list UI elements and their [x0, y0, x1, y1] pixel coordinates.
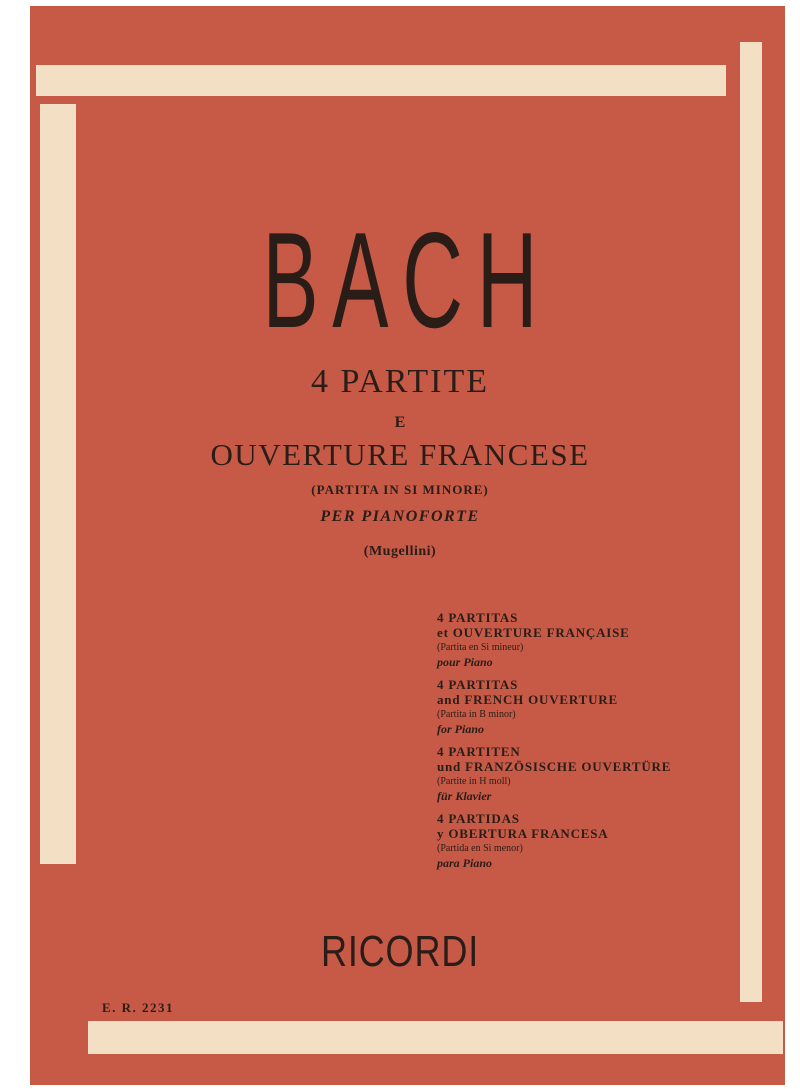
- edition-spanish: [437, 811, 671, 871]
- edition-key: (Partida en Si menor): [437, 843, 523, 854]
- edition-subtitle: y OBERTURA FRANCESA: [437, 826, 609, 841]
- edition-count: 4 PARTITAS: [437, 610, 519, 625]
- edition-subtitle: et OUVERTURE FRANÇAISE: [437, 625, 630, 640]
- translated-titles: [437, 610, 671, 878]
- instrument: PER PIANOFORTE: [320, 508, 480, 525]
- title-line-1: 4 PARTITE: [310, 363, 490, 400]
- edition-count: 4 PARTIDAS: [437, 811, 520, 826]
- top-stripe: [36, 65, 726, 96]
- edition-key: (Partita in B minor): [437, 709, 516, 720]
- edition-instrument: para Piano: [437, 856, 493, 870]
- edition-instrument: for Piano: [437, 722, 485, 736]
- bottom-stripe: [88, 1021, 783, 1054]
- edition-count: 4 PARTITEN: [437, 744, 521, 759]
- edition-english: [437, 677, 671, 737]
- edition-key: (Partite in H moll): [437, 776, 511, 787]
- edition-instrument: für Klavier: [437, 789, 492, 803]
- edition-instrument: pour Piano: [437, 655, 493, 669]
- edition-subtitle: and FRENCH OUVERTURE: [437, 692, 618, 707]
- edition-subtitle: und FRANZÖSISCHE OUVERTÜRE: [437, 759, 672, 774]
- composer-name: BACH: [262, 204, 552, 356]
- title-conjunction: E: [394, 414, 406, 431]
- edition-key: (Partita en Si mineur): [437, 642, 524, 653]
- edition-french: [437, 610, 671, 670]
- catalog-number: E. R. 2231: [102, 1000, 175, 1015]
- key-note: (PARTITA IN SI MINORE): [311, 482, 489, 497]
- editor: (Mugellini): [363, 544, 437, 559]
- edition-german: [437, 744, 671, 804]
- edition-count: 4 PARTITAS: [437, 677, 519, 692]
- publisher-logo: RICORDI: [320, 927, 480, 976]
- title-line-2: OUVERTURE FRANCESE: [210, 437, 590, 472]
